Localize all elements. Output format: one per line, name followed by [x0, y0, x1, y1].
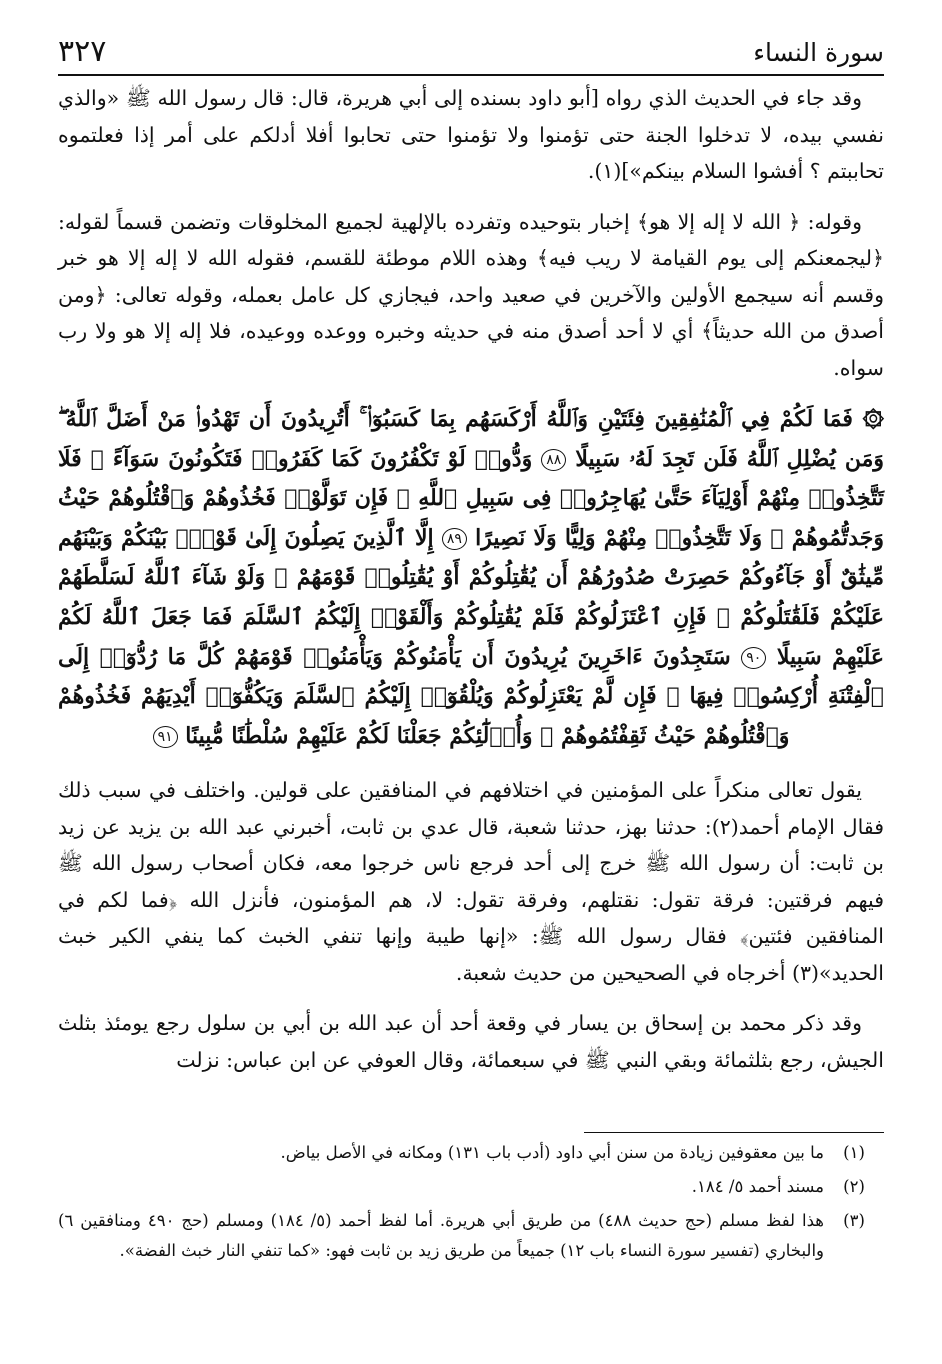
ayah-number-89: ٨٩	[442, 528, 467, 550]
footnote-number: (٢)	[843, 1177, 865, 1196]
ayah-number-91: ٩١	[153, 726, 178, 748]
paragraph-hadith: وقد جاء في الحديث الذي رواه [أبو داود بسنده إلى أبي هريرة، قال: قال رسول الله ﷺ «والذي نفسي بيده، لا تدخلوا الجنة حتى تؤمنوا ولا تؤمنوا حتى تحابوا أفلا أدلكم على أمر إذا فعلتموه تحاببتم ؟ أفشوا السلام بينكم»](١).	[58, 86, 884, 183]
paragraph-tafsir: يقول تعالى منكراً على المؤمنين في اختلافهم في المنافقين على قولين. واختلف في سبب ذلك فقال الإمام أحمد(٢): حدثنا بهز، حدثنا شعبة، قال عدي بن ثابت، أخبرني عبد الله بن يزيد عن زيد بن ثابت: أن رسول الله ﷺ خرج إلى أحد فرجع ناس خرجوا معه، فكان أصحاب رسول الله ﷺ فيهم فرقتين: فرقة تقول: نقتلهم، وفرقة تقول: لا، هم المؤمنون، فأنزل الله ﴿فما لكم في المنافقين فئتين﴾ فقال رسول الله ﷺ: «إنها طيبة وإنها تنفي الخبث كما ينفي الكير خبث الحديد»(٣) أخرجاه في الصحيحين من حديث شعبة.	[58, 778, 884, 985]
page-number: ٣٢٧	[58, 34, 107, 69]
ayah-number-90: ٩٠	[741, 647, 766, 669]
main-text	[58, 80, 884, 1078]
footnote-text: هذا لفظ مسلم (حج حديث ٤٨٨) من طريق أبي هريرة. أما لفظ أحمد (٥/ ١٨٤) ومسلم (حج ٤٩٠ ومنافقين ٦) والبخاري (تفسير سورة النساء باب ١٢) جميعاً من طريق زيد بن ثابت فهو: «كما تنفي النار خبث الفضة».	[58, 1211, 825, 1260]
footnote-text: مسند أحمد ٥/ ١٨٤.	[691, 1177, 824, 1196]
quran-verse-88: ۞ فَمَا لَكُمْ فِي ٱلْمُنَٰفِقِينَ فِئَتَيْنِ وَٱللَّهُ أَرْكَسَهُم بِمَا كَسَبُوٓا۟ ۚ أَتُرِيدُونَ أَن تَهْدُوا۟ مَنْ أَضَلَّ ٱللَّهُ ۖ وَمَن يُضْلِلِ ٱللَّهُ فَلَن تَجِدَ لَهُۥ سَبِيلًا	[58, 406, 884, 472]
paragraph-tawhid: وقوله: ﴿ الله لا إله إلا هو﴾ إخبار بتوحيده وتفرده بالإلهية لجميع المخلوقات وتضمن قسماً لقوله: ﴿ليجمعنكم إلى يوم القيامة لا ريب فيه﴾ وهذه اللام موطئة للقسم، فقوله الله لا إله إلا هو خبر وقسم أنه سيجمع الأولين والآخرين في صعيد واحد، فيجازي كل عامل بعمله، وقوله تعالى: ﴿ومن أصدق من الله حديثاً﴾ أي لا أحد أصدق منه في حديثه وخبره ووعده ووعيده، فلا إله إلا هو ولا رب سواه.	[58, 209, 884, 380]
quran-verse-89: وَدُّوا۟ لَوْ تَكْفُرُونَ كَمَا كَفَرُوا۟ فَتَكُونُونَ سَوَآءً ۖ فَلَا تَتَّخِذُوا۟ مِنْهُمْ أَوْلِيَآءَ حَتَّىٰ يُهَاجِرُوا۟ فِى سَبِيلِ ٱللَّهِ ۚ فَإِن تَوَلَّوْا۟ فَخُذُوهُمْ وَٱقْتُلُوهُمْ حَيْثُ وَجَدتُّمُوهُمْ ۖ وَلَا تَتَّخِذُوا۟ مِنْهُمْ وَلِيًّا وَلَا نَصِيرًا	[58, 445, 884, 551]
footnote-2	[58, 1172, 884, 1202]
footnote-number: (١)	[843, 1143, 865, 1162]
quran-verses	[58, 400, 884, 756]
footnote-number: (٣)	[843, 1211, 865, 1230]
footnote-1	[58, 1138, 884, 1168]
footnote-text: ما بين معقوفين زيادة من سنن أبي داود (أدب باب ١٣١) ومكانه في الأصل بياض.	[280, 1143, 824, 1162]
footnote-3	[58, 1206, 884, 1266]
page-header	[58, 28, 884, 76]
paragraph-uhud: وقد ذكر محمد بن إسحاق بن يسار في وقعة أحد أن عبد الله بن أبي بن سلول رجع يومئذ بثلث الجيش، رجع بثلثمائة وبقي النبي ﷺ في سبعمائة، وقال العوفي عن ابن عباس: نزلت	[58, 1011, 884, 1072]
footnotes	[58, 1138, 884, 1266]
surah-title: سورة النساء	[753, 38, 884, 67]
quran-verse-90: إِلَّا ٱلَّذِينَ يَصِلُونَ إِلَىٰ قَوْمٍۭ بَيْنَكُمْ وَبَيْنَهُم مِّيثَٰقٌ أَوْ جَآءُوكُمْ حَصِرَتْ صُدُورُهُمْ أَن يُقَٰتِلُوكُمْ أَوْ يُقَٰتِلُوا۟ قَوْمَهُمْ ۚ وَلَوْ شَآءَ ٱللَّهُ لَسَلَّطَهُمْ عَلَيْكُمْ فَلَقَٰتَلُوكُمْ ۚ فَإِنِ ٱعْتَزَلُوكُمْ فَلَمْ يُقَٰتِلُوكُمْ وَأَلْقَوْا۟ إِلَيْكُمُ ٱلسَّلَمَ فَمَا جَعَلَ ٱللَّهُ لَكُمْ عَلَيْهِمْ سَبِيلًا	[58, 524, 884, 670]
ayah-number-88: ٨٨	[541, 449, 566, 471]
quran-verse-91: سَتَجِدُونَ ءَاخَرِينَ يُرِيدُونَ أَن يَأْمَنُوكُمْ وَيَأْمَنُوا۟ قَوْمَهُمْ كُلَّ مَا رُدُّوٓا۟ إِلَى ٱلْفِتْنَةِ أُرْكِسُوا۟ فِيهَا ۚ فَإِن لَّمْ يَعْتَزِلُوكُمْ وَيُلْقُوٓا۟ إِلَيْكُمُ ٱلسَّلَمَ وَيَكُفُّوٓا۟ أَيْدِيَهُمْ فَخُذُوهُمْ وَٱقْتُلُوهُمْ حَيْثُ ثَقِفْتُمُوهُمْ ۚ وَأُو۟لَٰٓئِكُمْ جَعَلْنَا لَكُمْ عَلَيْهِمْ سُلْطَٰنًا مُّبِينًا	[58, 643, 884, 749]
footnotes-divider	[584, 1132, 884, 1133]
